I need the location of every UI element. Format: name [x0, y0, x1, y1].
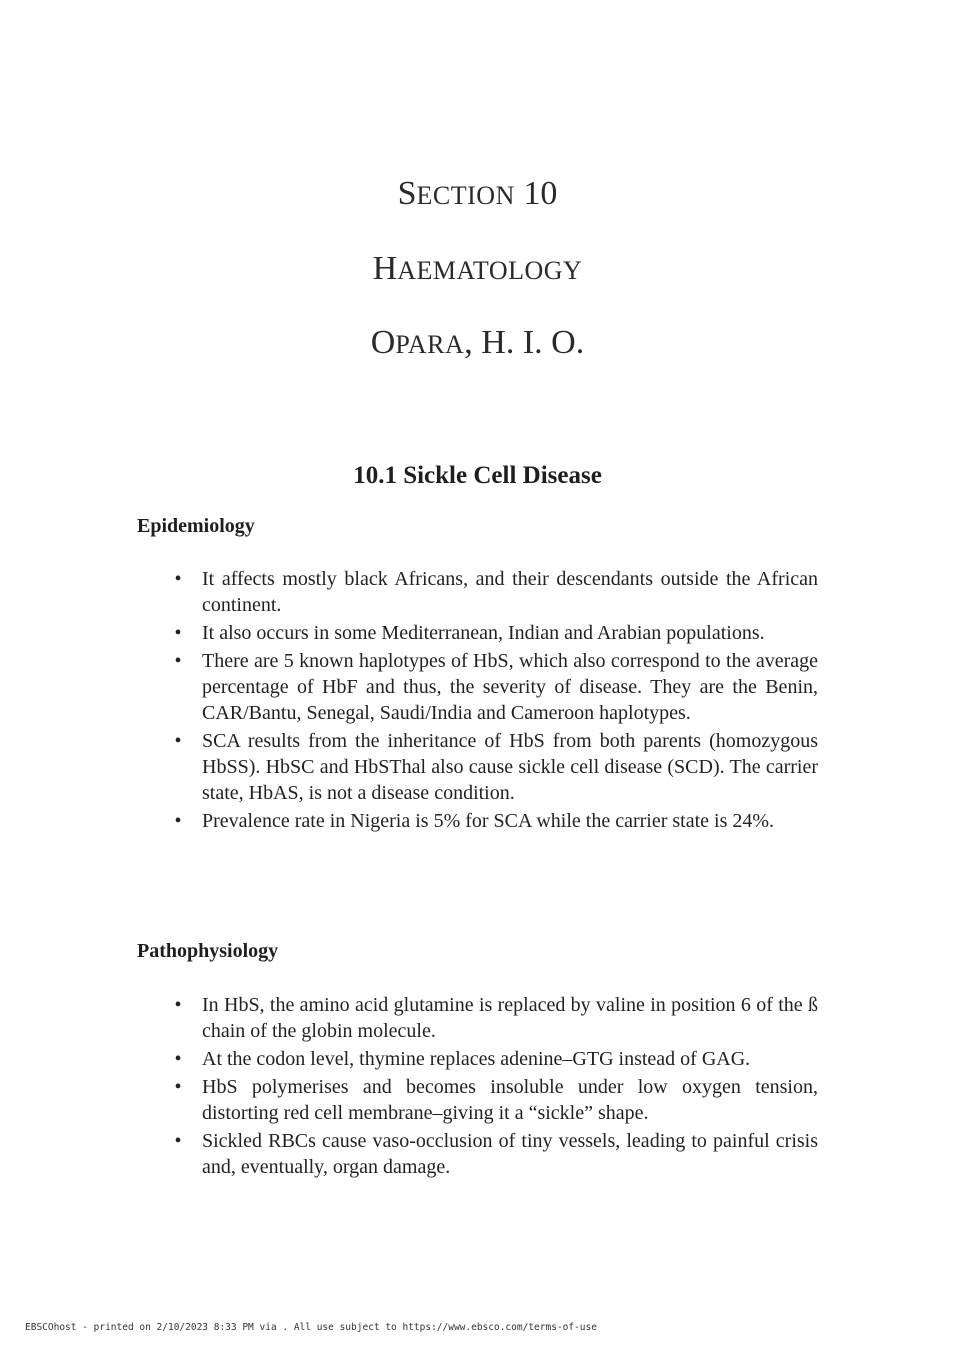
list-item [174, 620, 818, 646]
bullet-icon: • [174, 622, 182, 644]
bullet-icon: • [174, 1076, 182, 1098]
section-author-heading [0, 323, 955, 365]
list-item-text: HbS polymerises and becomes insoluble under low oxygen tension, distorting red cell membrane–giving it a “sickle” shape. [202, 1076, 818, 1124]
topic-title: 10.1 Sickle Cell Disease [353, 462, 602, 489]
author-rest-letters: PARA [395, 330, 465, 359]
bullet-icon: • [174, 994, 182, 1016]
list-item-text: There are 5 known haplotypes of HbS, which also correspond to the average percentage of HbF and thus, the severity of disease. They are the Benin, CAR/Bantu, Senegal, Saudi/India and Cameroon haplotypes. [202, 650, 818, 724]
bullet-icon: • [174, 810, 182, 832]
epidemiology-list [0, 566, 955, 836]
section-name-first-letter: H [372, 250, 398, 287]
list-item-text: At the codon level, thymine replaces adenine–GTG instead of GAG. [202, 1048, 751, 1070]
list-item [174, 1128, 818, 1180]
list-item [174, 1074, 818, 1126]
list-item-text: Prevalence rate in Nigeria is 5% for SCA while the carrier state is 24%. [202, 810, 775, 832]
list-item-text: SCA results from the inheritance of HbS from both parents (homozygous HbSS). HbSC and HbSThal also cause sickle cell disease (SCD). The carrier state, HbAS, is not a disease condition. [202, 730, 818, 804]
list-item [174, 648, 818, 726]
list-item [174, 566, 818, 618]
list-item-text: It affects mostly black Africans, and their descendants outside the African continent. [202, 568, 818, 616]
list-item [174, 1046, 818, 1072]
bullet-icon: • [174, 1130, 182, 1152]
author-initials: , H. I. O. [464, 324, 585, 361]
section-first-letter: S [397, 175, 417, 212]
epidemiology-heading: Epidemiology [137, 515, 255, 537]
pathophysiology-list [0, 992, 955, 1182]
list-item [174, 728, 818, 806]
list-item-text: It also occurs in some Mediterranean, Indian and Arabian populations. [202, 622, 765, 644]
pathophysiology-heading: Pathophysiology [137, 940, 279, 962]
bullet-icon: • [174, 568, 182, 590]
author-first-letter: O [370, 324, 396, 361]
section-number-heading [0, 174, 955, 216]
bullet-icon: • [174, 730, 182, 752]
list-item-text: Sickled RBCs cause vaso-occlusion of tiny vessels, leading to painful crisis and, eventually, organ damage. [202, 1130, 818, 1178]
section-name-heading [0, 249, 955, 291]
list-item [174, 992, 818, 1044]
section-name-rest-letters: AEMATOLOGY [397, 256, 583, 285]
list-item [174, 808, 818, 834]
print-footer: EBSCOhost - printed on 2/10/2023 8:33 PM via . All use subject to https://www.ebsco.com/terms-of-use [25, 1322, 597, 1333]
list-item-text: In HbS, the amino acid glutamine is replaced by valine in position 6 of the ß chain of the globin molecule. [202, 994, 818, 1042]
bullet-icon: • [174, 650, 182, 672]
section-rest-letters: ECTION [416, 181, 515, 210]
bullet-icon: • [174, 1048, 182, 1070]
section-number: 10 [514, 175, 558, 212]
